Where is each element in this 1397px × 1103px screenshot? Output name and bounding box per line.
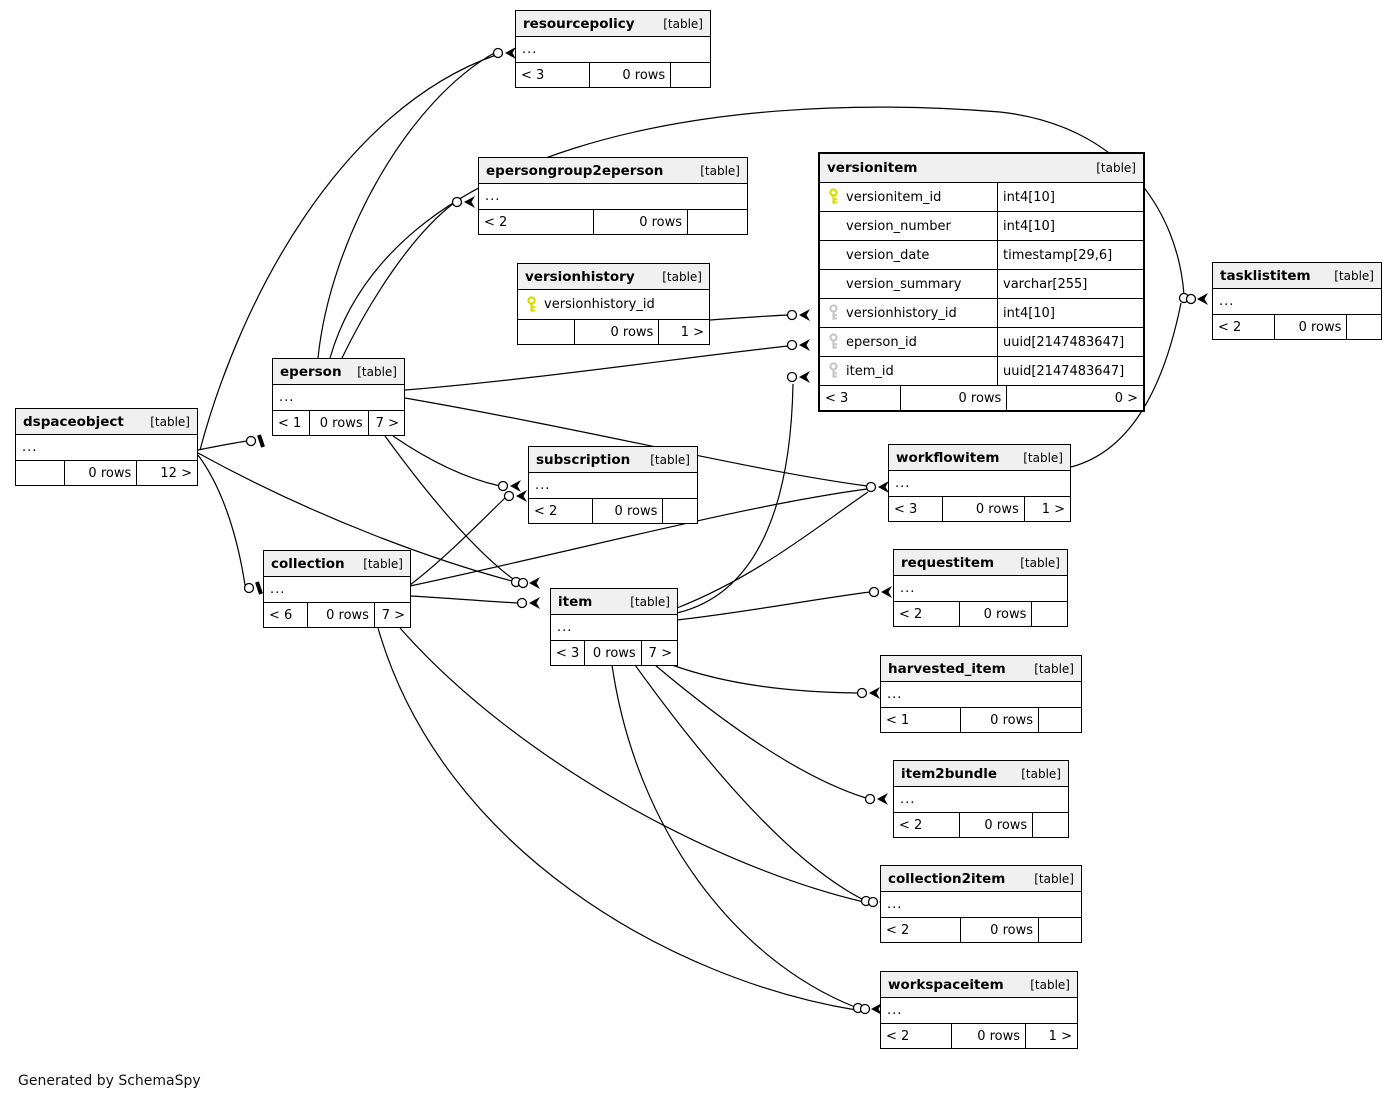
rows-count: 0 rows xyxy=(901,386,1008,410)
primary-key-icon xyxy=(518,290,544,319)
edge-item-harvested_item xyxy=(672,665,858,693)
table-workspaceitem[interactable] xyxy=(880,971,1078,1049)
children-count xyxy=(1033,813,1068,837)
parents-count: < 2 xyxy=(881,918,961,942)
table-subscription[interactable] xyxy=(528,446,698,524)
column-row-versionitem_id xyxy=(820,183,1143,212)
table-name[interactable]: workflowitem xyxy=(896,449,1000,466)
columns-ellipsis-row: ... xyxy=(1213,289,1381,315)
children-count xyxy=(1039,708,1081,732)
foreign-key-icon xyxy=(820,299,846,327)
column-type: uuid[2147483647] xyxy=(997,328,1143,356)
table-footer xyxy=(479,210,747,234)
connector-item-lower xyxy=(518,597,541,609)
column-name: eperson_id xyxy=(846,334,917,350)
table-footer xyxy=(516,63,710,87)
column-name: version_summary xyxy=(846,276,962,292)
connector-item2bundle xyxy=(866,793,889,805)
table-footer xyxy=(264,603,410,627)
table-epersongroup2eperson[interactable] xyxy=(478,157,748,235)
table-name[interactable]: tasklistitem xyxy=(1220,267,1311,284)
parents-count: < 2 xyxy=(894,602,960,626)
table-name[interactable]: versionitem xyxy=(827,160,918,176)
table-header xyxy=(1213,263,1381,289)
generator-caption: Generated by SchemaSpy xyxy=(18,1073,201,1089)
edge-item-item2bundle xyxy=(655,665,866,798)
table-tag: [table] xyxy=(1023,450,1063,465)
rows-count: 0 rows xyxy=(593,499,664,523)
edge-eperson-resourcepolicy xyxy=(318,52,496,358)
column-type: int4[10] xyxy=(997,183,1143,211)
table-footer xyxy=(881,918,1081,942)
table-header xyxy=(894,761,1068,787)
primary-key-icon xyxy=(820,183,846,211)
parents-count: < 3 xyxy=(516,63,590,87)
table-name[interactable]: item xyxy=(558,593,593,610)
column-name: versionhistory_id xyxy=(846,305,957,321)
table-tag: [table] xyxy=(630,594,670,609)
columns-ellipsis-row: ... xyxy=(881,998,1077,1024)
foreign-key-icon xyxy=(820,357,846,385)
rows-count: 0 rows xyxy=(310,411,369,435)
rows-count: 0 rows xyxy=(308,603,375,627)
table-footer xyxy=(820,386,1143,410)
columns-ellipsis-row: ... xyxy=(881,682,1081,708)
connector-resourcepolicy xyxy=(494,47,517,59)
children-count xyxy=(1347,315,1381,339)
rows-count: 0 rows xyxy=(585,641,642,665)
table-collection2item[interactable] xyxy=(880,865,1082,943)
parents-count xyxy=(518,320,575,344)
connector-harvested_item xyxy=(858,687,881,699)
rows-count: 0 rows xyxy=(594,210,688,234)
column-row-versionhistory_id xyxy=(518,290,709,320)
table-footer xyxy=(551,641,677,665)
table-name[interactable]: epersongroup2eperson xyxy=(486,162,664,179)
connector-subscription-upper xyxy=(499,480,522,492)
table-tasklistitem[interactable] xyxy=(1212,262,1382,340)
foreign-key-icon xyxy=(820,328,846,356)
table-header xyxy=(551,589,677,615)
table-name[interactable]: eperson xyxy=(280,363,342,380)
table-tag: [table] xyxy=(150,414,190,429)
table-footer xyxy=(894,813,1068,837)
columns-ellipsis-row: ... xyxy=(551,615,677,641)
edge-eperson-versionitem_eperson_id xyxy=(405,346,788,390)
edge-item-workspaceitem xyxy=(612,665,855,1007)
edge-collection-item xyxy=(410,596,518,603)
connector-versionitem-item_id xyxy=(788,371,811,383)
connector-item-upper xyxy=(512,577,541,589)
table-header xyxy=(264,551,410,577)
column-name: version_number xyxy=(846,218,951,234)
table-harvested_item[interactable] xyxy=(880,655,1082,733)
edge-versionhistory-versionitem_versionhistory_id xyxy=(710,315,788,320)
edge-item-workflowitem xyxy=(677,492,868,608)
rows-count: 0 rows xyxy=(960,813,1033,837)
children-count: 12 > xyxy=(160,465,192,481)
table-header xyxy=(820,154,1143,183)
column-type: int4[10] xyxy=(997,299,1143,327)
columns-ellipsis-row: ... xyxy=(516,37,710,63)
table-tag: [table] xyxy=(1034,871,1074,886)
rows-count: 0 rows xyxy=(575,320,659,344)
table-header xyxy=(273,359,404,385)
table-header xyxy=(889,445,1070,471)
table-header xyxy=(529,447,697,473)
children-count: 1 > xyxy=(1041,501,1065,517)
connector-versionitem-eperson_id xyxy=(788,339,811,351)
table-name[interactable]: workspaceitem xyxy=(888,976,1004,993)
table-workflowitem[interactable] xyxy=(888,444,1071,522)
column-row-version_number xyxy=(820,212,1143,241)
key-spacer xyxy=(820,270,846,298)
columns-ellipsis-row: ... xyxy=(894,576,1067,602)
edge-eperson-subscription xyxy=(393,436,500,486)
children-count xyxy=(688,210,747,234)
table-tag: [table] xyxy=(662,269,702,284)
rows-count: 0 rows xyxy=(590,63,671,87)
rows-count: 0 rows xyxy=(961,918,1039,942)
column-row-eperson_id xyxy=(820,328,1143,357)
table-header xyxy=(516,11,710,37)
table-footer xyxy=(881,1024,1077,1048)
rows-count: 0 rows xyxy=(961,708,1039,732)
column-name: item_id xyxy=(846,363,894,379)
connector-requestitem xyxy=(870,586,893,598)
edge-eperson-epersongroup2eperson xyxy=(342,203,454,358)
column-name: versionitem_id xyxy=(846,189,942,205)
table-header xyxy=(881,972,1077,998)
table-footer xyxy=(529,499,697,523)
table-name[interactable]: harvested_item xyxy=(888,660,1006,677)
parents-count: < 3 xyxy=(889,497,943,521)
table-tag: [table] xyxy=(1096,161,1136,175)
table-name[interactable]: collection2item xyxy=(888,870,1006,887)
table-item2bundle[interactable] xyxy=(893,760,1069,838)
connector-tasklistitem xyxy=(1180,293,1209,305)
children-count: 7 > xyxy=(375,415,399,431)
edge-collection-subscription xyxy=(410,497,506,585)
key-spacer xyxy=(820,212,846,240)
children-count xyxy=(1032,602,1067,626)
column-row-version_summary xyxy=(820,270,1143,299)
children-count xyxy=(671,63,710,87)
table-tag: [table] xyxy=(363,556,403,571)
table-header xyxy=(881,656,1081,682)
connector-epersongroup2eperson xyxy=(453,196,476,208)
table-dspaceobject[interactable] xyxy=(15,408,198,486)
children-count xyxy=(1039,918,1081,942)
children-count: 7 > xyxy=(381,607,405,623)
edge-item-requestitem xyxy=(677,592,870,620)
table-footer xyxy=(16,461,197,485)
table-name[interactable]: resourcepolicy xyxy=(523,15,635,32)
table-footer xyxy=(518,320,709,344)
table-tag: [table] xyxy=(1034,661,1074,676)
column-type: int4[10] xyxy=(997,212,1143,240)
table-eperson[interactable] xyxy=(272,358,405,436)
connector-workspaceitem xyxy=(854,1003,883,1015)
table-name[interactable]: subscription xyxy=(536,451,631,468)
table-tag: [table] xyxy=(700,163,740,178)
connector-workflowitem xyxy=(867,481,890,493)
table-header xyxy=(16,409,197,435)
children-count: 1 > xyxy=(1048,1028,1072,1044)
table-tag: [table] xyxy=(663,16,703,31)
column-row-versionhistory_id xyxy=(820,299,1143,328)
edge-dspaceobject-eperson xyxy=(198,441,247,450)
parents-count: < 2 xyxy=(881,1024,952,1048)
table-footer xyxy=(273,411,404,435)
edge-collection-workspaceitem xyxy=(378,628,856,1010)
column-name: version_date xyxy=(846,247,930,263)
parents-count: < 1 xyxy=(273,411,310,435)
table-tag: [table] xyxy=(1021,766,1061,781)
table-footer xyxy=(1213,315,1381,339)
table-tag: [table] xyxy=(1334,268,1374,283)
table-name[interactable]: item2bundle xyxy=(901,765,998,782)
connector-subscription-lower xyxy=(505,490,528,502)
children-count: 1 > xyxy=(680,324,704,340)
columns-ellipsis-row: ... xyxy=(881,892,1081,918)
rows-count: 0 rows xyxy=(1275,315,1347,339)
columns-ellipsis-row: ... xyxy=(273,385,404,411)
table-tag: [table] xyxy=(1030,977,1070,992)
column-row-version_date xyxy=(820,241,1143,270)
table-name[interactable]: versionhistory xyxy=(525,268,635,285)
table-tag: [table] xyxy=(1020,555,1060,570)
children-count xyxy=(663,499,697,523)
table-header xyxy=(479,158,747,184)
column-type: varchar[255] xyxy=(997,270,1143,298)
connector-eperson xyxy=(247,435,264,447)
parents-count: < 2 xyxy=(479,210,594,234)
table-name[interactable]: requestitem xyxy=(901,554,995,571)
table-header xyxy=(518,264,709,290)
rows-count: 0 rows xyxy=(960,602,1033,626)
table-resourcepolicy[interactable] xyxy=(515,10,711,88)
children-count: 0 > xyxy=(1114,390,1138,406)
columns-ellipsis-row: ... xyxy=(479,184,747,210)
table-tag: [table] xyxy=(357,364,397,379)
column-type: timestamp[29,6] xyxy=(997,241,1143,269)
table-requestitem[interactable] xyxy=(893,549,1068,627)
parents-count: < 6 xyxy=(264,603,308,627)
parents-count xyxy=(16,461,65,485)
parents-count: < 2 xyxy=(1213,315,1275,339)
columns-ellipsis-row: ... xyxy=(264,577,410,603)
table-header xyxy=(894,550,1067,576)
table-footer xyxy=(881,708,1081,732)
table-header xyxy=(881,866,1081,892)
columns-ellipsis-row: ... xyxy=(529,473,697,499)
table-item[interactable] xyxy=(550,588,678,666)
table-versionhistory[interactable] xyxy=(517,263,710,345)
table-footer xyxy=(894,602,1067,626)
parents-count: < 2 xyxy=(894,813,960,837)
table-name[interactable]: dspaceobject xyxy=(23,413,124,430)
table-footer xyxy=(889,497,1070,521)
rows-count: 0 rows xyxy=(952,1024,1026,1048)
table-name[interactable]: collection xyxy=(271,555,345,572)
rows-count: 0 rows xyxy=(65,461,137,485)
parents-count: < 3 xyxy=(820,386,901,410)
table-versionitem[interactable] xyxy=(818,152,1145,412)
key-spacer xyxy=(820,241,846,269)
columns-ellipsis-row: ... xyxy=(16,435,197,461)
parents-count: < 3 xyxy=(551,641,585,665)
parents-count: < 2 xyxy=(529,499,593,523)
table-collection[interactable] xyxy=(263,550,411,628)
columns-ellipsis-row: ... xyxy=(889,471,1070,497)
columns-ellipsis-row: ... xyxy=(894,787,1068,813)
column-row-item_id xyxy=(820,357,1143,386)
table-tag: [table] xyxy=(650,452,690,467)
rows-count: 0 rows xyxy=(943,497,1024,521)
connector-collection xyxy=(245,582,262,594)
column-name: versionhistory_id xyxy=(544,297,655,312)
connector-versionitem-versionhistory_id xyxy=(788,309,811,321)
column-type: uuid[2147483647] xyxy=(997,357,1143,385)
children-count: 7 > xyxy=(648,645,672,661)
parents-count: < 1 xyxy=(881,708,961,732)
